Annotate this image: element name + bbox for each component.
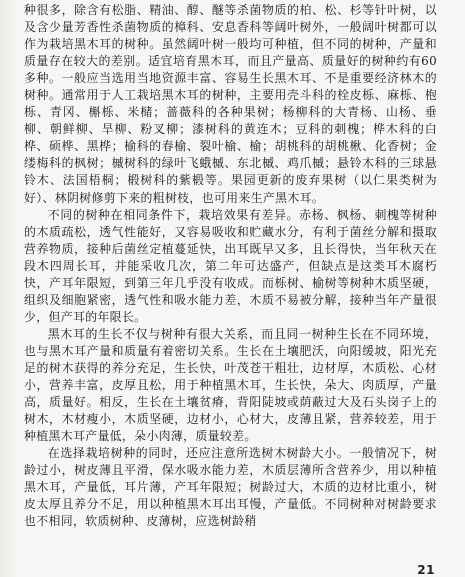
paragraph-1: 种很多，除含有松脂、精油、醇、醚等杀菌物质的柏、松、杉等针叶树，以及含少量芳香性杀菌物质的樟科、安息香科等阔叶树外，一般阔叶树都可以作为栽培黑木耳的树种。虽然阔叶树一般均可种植，但不同的树种，产量和质量存在较大的差别。适宜培育黑木耳，而且产量高、质量好的树种约有60多种。一般应当选用当地资源丰富、容易生长黑木耳、不是重要经济林木的树种。通常用于人工栽培黑木耳的树种，主要用壳斗科的栓皮栎、麻栎、枹栎、青冈、槲栎、米槠；蔷薇科的各种果树；杨柳科的大青杨、山杨、垂柳、朝鲜柳、旱柳、粉叉柳；漆树科的黄连木；豆科的刺槐；桦木科的白桦、硕桦、黑桦；榆科的春榆、裂叶榆、榆；胡桃科的胡桃楸、化香树；金缕梅科的枫树；槭树科的绿叶飞蛾槭、东北槭、鸡爪槭；悬铃木科的三球悬铃木、法国梧桐；椴树科的紫椴等。果园更新的废弃果树（以仁果类树为好）、林阴树修剪下来的粗树枝，也可用来生产黑木耳。	[24, 3, 437, 205]
paragraph-3: 黑木耳的生长不仅与树种有很大关系，而且同一树种生长在不同环境，也与黑木耳产量和质量有着密切关系。生长在土壤肥沃，向阳缓坡，阳光充足的树木获得的养分充足，生长快，叶茂苍干粗壮，边材厚，木质松、心材小，营养丰富，皮厚且松，用于种植黑木耳，生长快，朵大、肉质厚，产量高，质量好。相反，生长在土壤贫瘠，背阳陡坡或荫蔽过大及石头岗子上的树木，木材瘦小，木质坚硬，边材小，心材大，皮薄且紧，营养较差，用于种植黑木耳产量低，朵小肉薄，质量较差。	[24, 326, 437, 444]
page-number: 21	[417, 563, 435, 577]
paragraph-2: 不同的树种在相同条件下，栽培效果有差异。赤杨、枫杨、刺槐等树种的木质疏松，透气性能好，又容易吸收和贮藏水分，有利于菌丝分解和摄取营养物质，接种后菌丝定植蔓延快，出耳既早又多，且长得快，当年秋天在段木四周长耳，并能采收几次，第二年可达盛产，但缺点是这类耳木腐朽快，产耳年限短，到第三年几乎没有收成。而栎树、榆树等树种木质坚硬，组织及细胞紧密，透气性和吸水能力差，木质不易被分解，接种当年产量很少，但产耳的年限长。	[24, 207, 437, 324]
paragraph-4: 在选择栽培树种的同时，还应注意所选树木树龄大小。一般情况下，树龄过小，树皮薄且平滑，保水吸水能力差，木质层薄所含营养少，用以种植黑木耳，产量低，耳片薄，产耳年限短；树龄过大，木质的边材比重小，树皮太厚且养分不足，用以种植黑木耳出耳慢，产量低。不同树种对树龄要求也不相同，软质树种、皮薄树，应选树龄稍	[24, 446, 437, 529]
